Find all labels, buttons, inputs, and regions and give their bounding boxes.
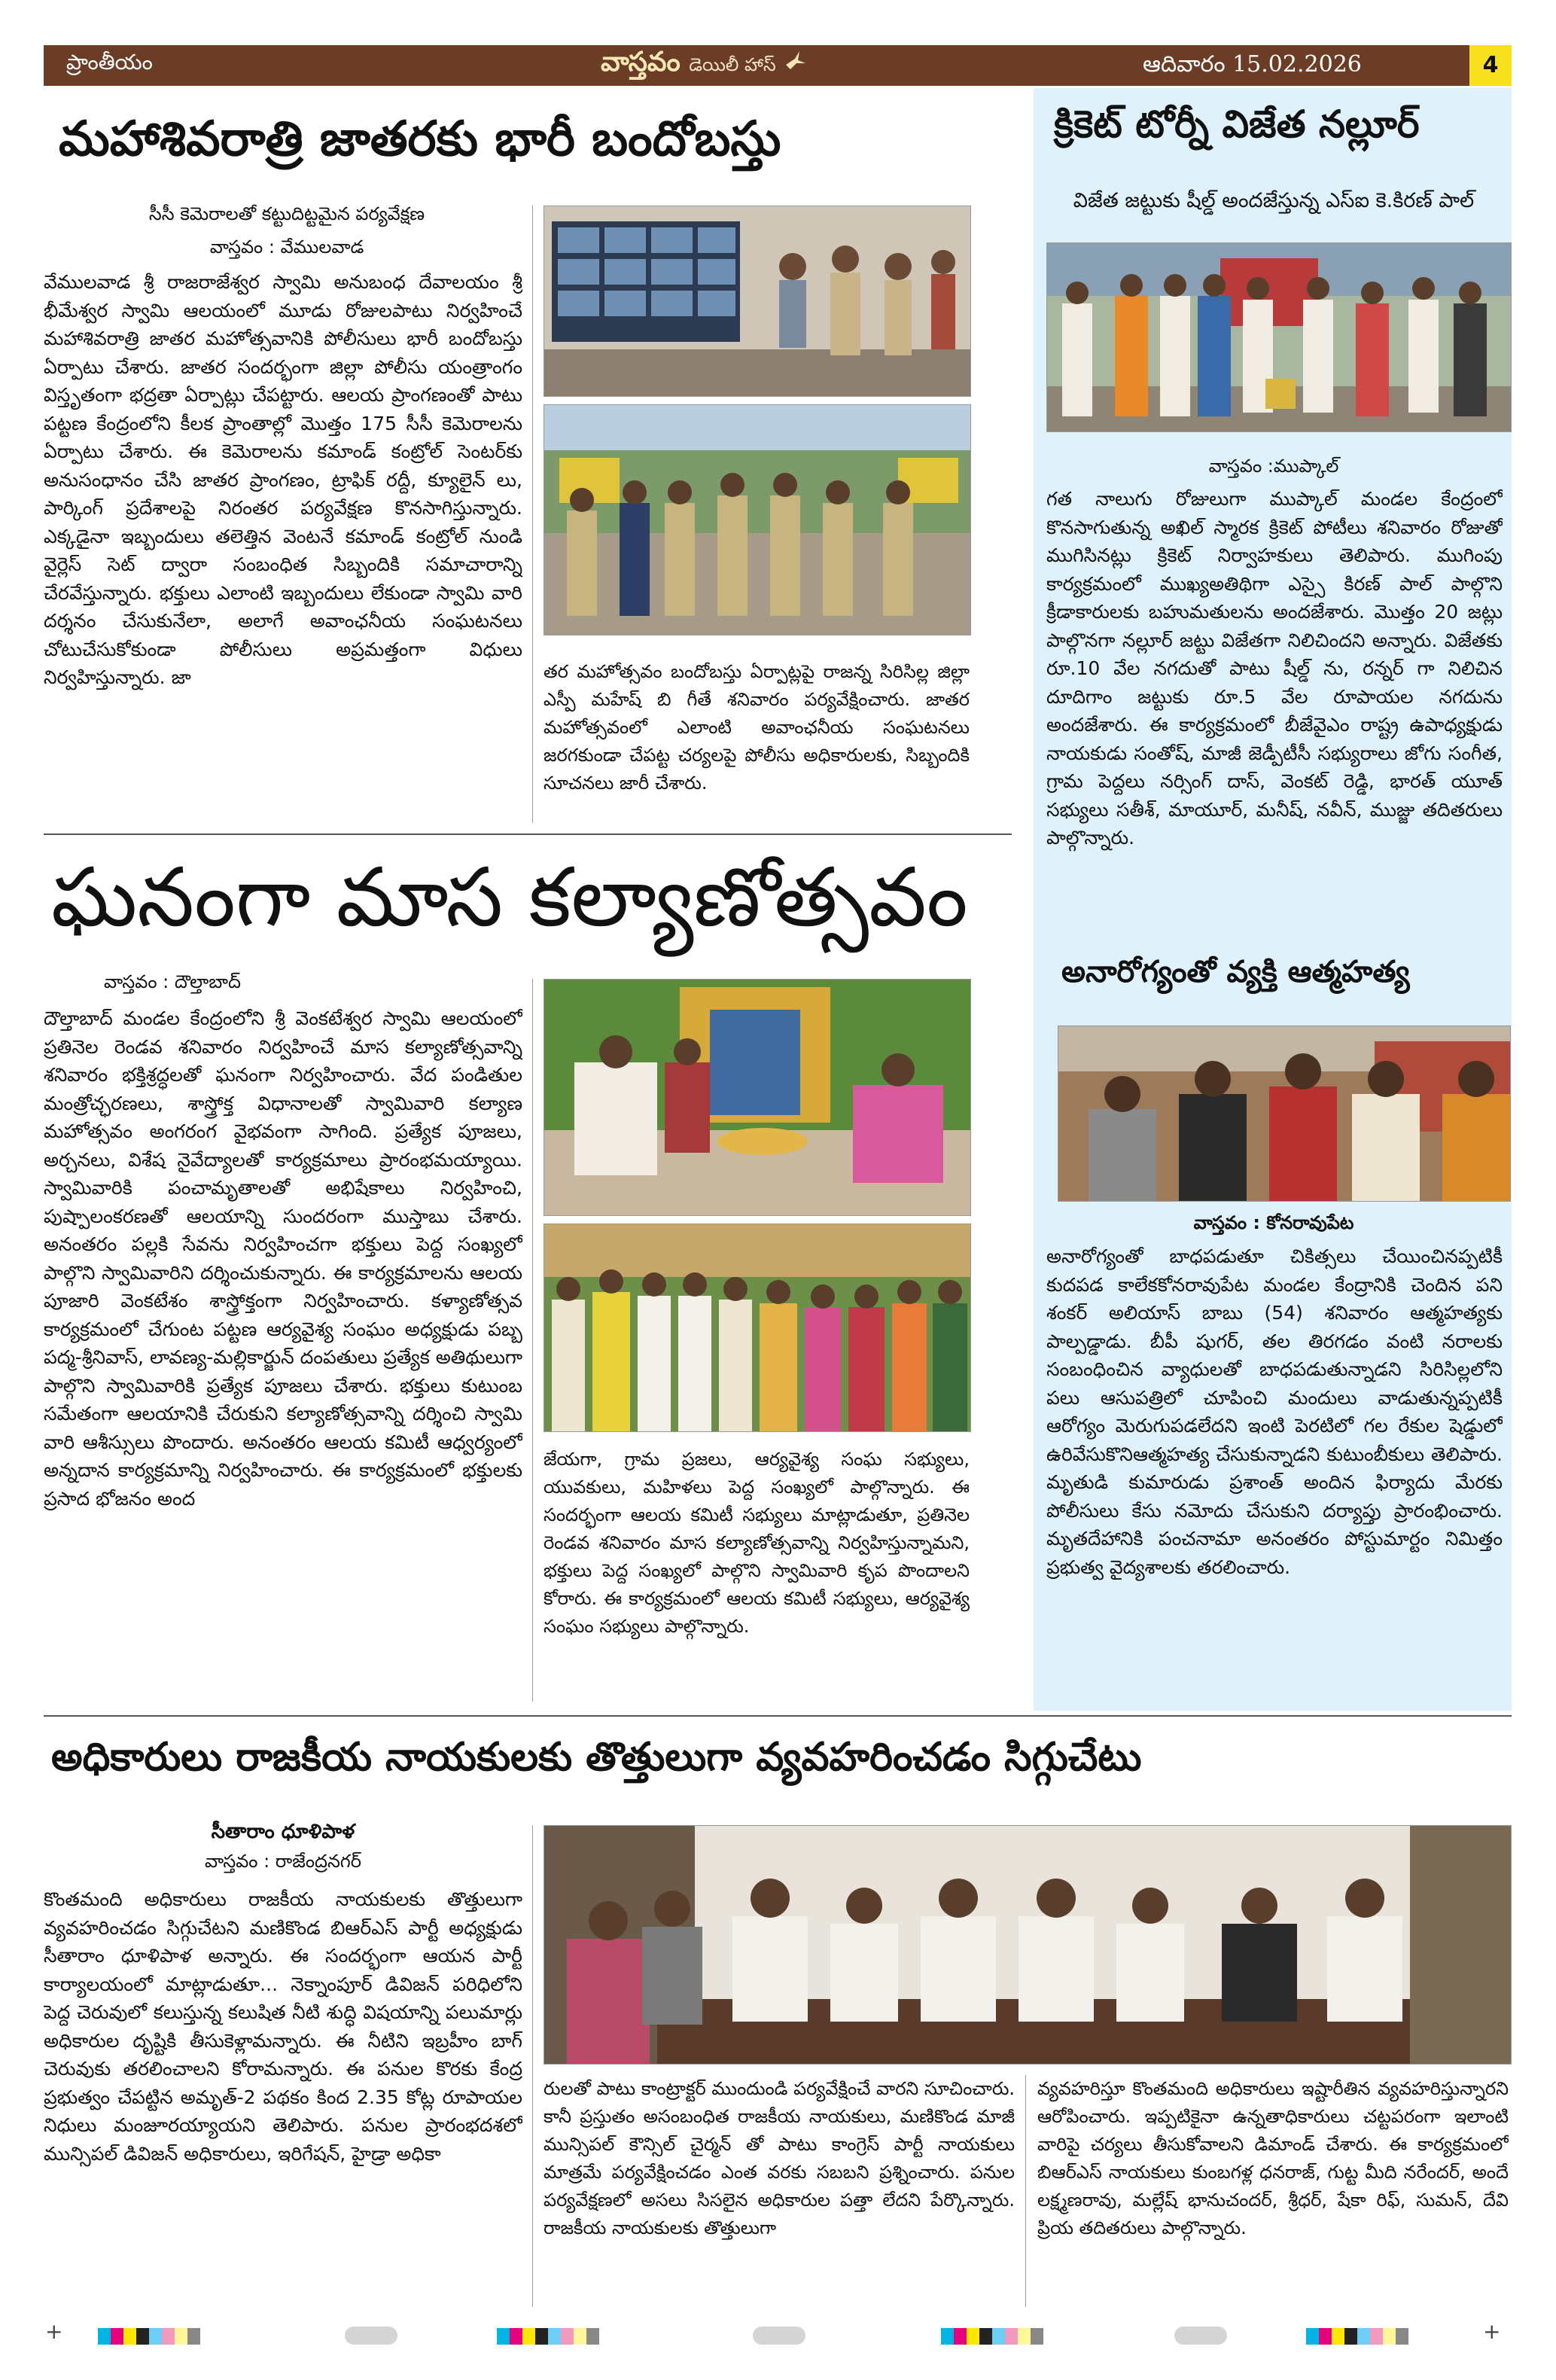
story4-dateline: వాస్తవం : కోనరావుపేట xyxy=(1193,1212,1354,1233)
story4-headline: అనారోగ్యంతో వ్యక్తి ఆత్మహత్య xyxy=(1061,955,1410,989)
color-patch xyxy=(345,2327,397,2345)
story2-column-divider xyxy=(532,979,533,1702)
story2-photo-kalyanam xyxy=(544,979,971,1216)
paper-edition: డెయిలీ హాస్ xyxy=(689,54,776,75)
page-number: 4 xyxy=(1469,45,1512,86)
color-patch xyxy=(1174,2327,1227,2345)
issue-date: ఆదివారం 15.02.2026 xyxy=(1143,51,1362,78)
paper-logo xyxy=(601,47,807,84)
story2-dateline: వాస్తవం : దౌల్తాబాద్ xyxy=(104,971,241,992)
bottom-story-divider xyxy=(44,1715,1512,1717)
story3-dateline: వాస్తవం :ముప్కాల్ xyxy=(1208,456,1339,477)
paper-name: వాస్తవం xyxy=(601,47,681,78)
story-divider xyxy=(44,833,1012,835)
story4-photo-police-inquiry xyxy=(1058,1025,1511,1202)
story1-photo-police-inspection xyxy=(544,404,971,635)
story5-column-divider-2 xyxy=(1025,2075,1026,2307)
story1-subhead: సీసీ కెమెరాలతో కట్టుదిట్టమైన పర్యవేక్షణ xyxy=(148,203,425,224)
color-bar-1 xyxy=(98,2328,200,2348)
story3-caption: విజేత జట్టుకు షీల్డ్ అందజేస్తున్న ఎస్ఐ కె.కిరణ్ పాల్ xyxy=(1073,189,1475,212)
story5-body-mid: రులతో పాటు కాంట్రాక్టర్ ముందుండి పర్యవేక్షించే వారని సూచించారు. కానీ ప్రస్తుతం అసంబంధిత రాజకీయ నాయకులు, మణికొండ మాజీ మున్సిపల్ కౌన్సిల్ చైర్మన్ తో పాటు కాంగ్రెస్ పార్టీ నాయకులు మాత్రమే పర్యవేక్షించడం ఎంత వరకు సబబని ప్రశ్నించారు. పనుల పర్యవేక్షణలో అసలు సిసలైన అధికారుల పత్తా లేదని పేర్కొన్నారు. రాజకీయ నాయకులకు తొత్తులుగా xyxy=(544,2078,1015,2238)
story3-body: గత నాలుగు రోజులుగా ముప్కాల్ మండల కేంద్రంలో కొనసాగుతున్న అఖిల్ స్మారక క్రికెట్ పోటీలు శనివారం రోజుతో ముగిసినట్లు క్రికెట్ నిర్వాహకులు తెలిపారు. ముగింపు కార్యక్రమంలో ముఖ్యఅతిథిగా ఎస్సై కిరణ్ పాల్ పాల్గొని క్రీడాకారులకు బహుమతులను అందజేశారు. మొత్తం 20 జట్లు పాల్గొనగా నల్లూర్ జట్టు విజేతగా నిలిచిందని అన్నారు. విజేతకు రూ.10 వేల నగదుతో పాటు షీల్డ్ ను, రన్నర్ గా నిలిచిన దూదిగాం జట్టుకు రూ.5 వేల రూపాయల నగదును అందజేశారు. ఈ కార్యక్రమంలో బీజేవైఎం రాష్ట్ర ఉపాధ్యక్షుడు నాయకుడు సంతోష్, మాజీ జెడ్పీటీసీ సభ్యురాలు జోగు సంగీత, గ్రామ పెద్దలు నర్సింగ్ దాస్, వెంకట్ రెడ్డి, భారత్ యూత్ సభ్యులు సతీశ్, మాయూర్, మనీష్, నవీన్, ముజ్జు తదితరులు పాల్గొన్నారు. xyxy=(1046,488,1503,849)
story5-headline: అధికారులు రాజకీయ నాయకులకు తొత్తులుగా వ్యవహరించడం సిగ్గుచేటు xyxy=(51,1735,1142,1780)
story3-headline: క్రికెట్ టోర్నీ విజేత నల్లూర్ xyxy=(1054,102,1420,146)
story5-dateline: వాస్తవం : రాజేంద్రనగర్ xyxy=(204,1851,362,1872)
story1-body-left: వేములవాడ శ్రీ రాజరాజేశ్వర స్వామి అనుబంధ దేవాలయం శ్రీ భీమేశ్వర స్వామి ఆలయంలో మూడు రోజులపాటు నిర్వహించే మహాశివరాత్రి జాతర మహోత్సవానికి పోలీసులు భారీ బందోబస్తు ఏర్పాటు చేశారు. జాతర సందర్భంగా జిల్లా పోలీసు యంత్రాంగం విస్తృతంగా భద్రతా ఏర్పాట్లు చేపట్టారు. ఆలయ ప్రాంగణంతో పాటు పట్టణ కేంద్రంలోని కీలక ప్రాంతాల్లో మొత్తం 175 సీసీ కెమెరాలను ఏర్పాటు చేశారు. ఈ కెమెరాలను కమాండ్ కంట్రోల్ సెంటర్‌కు అనుసంధానం చేసి జాతర ప్రాంగణం, ట్రాఫిక్ రద్దీ, క్యూలైన్ లు, పార్కింగ్ ప్రదేశాలపై నిరంతర పర్యవేక్షణ కొనసాగిస్తున్నారు. ఎక్కడైనా ఇబ్బందులు తలెత్తిన వెంటనే కమాండ్ కంట్రోల్ నుండి వైర్లెస్ సెట్ ద్వారా సంబంధిత సిబ్బందికి సమాచారాన్ని చేరవేస్తున్నారు. భక్తులు ఎలాంటి ఇబ్బందులు లేకుండా స్వామి వారి దర్శనం చేసుకునేలా, అలాగే అవాంఛనీయ సంఘటనలు చోటుచేసుకోకుండా పోలీసులు అప్రమత్తంగా విధులు నిర్వహిస్తున్నారు. జా xyxy=(44,271,522,688)
registration-cross-icon: + xyxy=(1483,2319,1501,2344)
story5-body-left: కొంతమంది అధికారులు రాజకీయ నాయకులకు తొత్తులుగా వ్యవహరించడం సిగ్గుచేటని మణికొండ బిఆర్ఎస్ పార్టీ అధ్యక్షుడు సీతారాం ధూళిపాళ అన్నారు. ఈ సందర్భంగా ఆయన పార్టీ కార్యాలయంలో మాట్లాడుతూ... నెక్నాంపూర్ డివిజన్ పరిధిలోని పెద్ద చెరువులో కలుస్తున్న కలుషిత నీటి శుద్ధి విషయాన్ని పలుమార్లు అధికారుల దృష్టికి తీసుకెళ్లామన్నారు. ఈ నీటిని ఇబ్రహీం బాగ్ చెరువుకు తరలించాలని కోరామన్నారు. ఈ పనుల కొరకు కేంద్ర ప్రభుత్వం చేపట్టిన అమృత్-2 పథకం కింద 2.35 కోట్ల రూపాయల నిధులు మంజూరయ్యాయని తెలిపారు. పనుల ప్రారంభదశలో మున్సిపల్ డివిజన్ అధికారులు, ఇరిగేషన్, హైడ్రా అధికా xyxy=(44,1888,522,2165)
story5-photo-press-meet xyxy=(544,1825,1512,2065)
story2-body-right: జేయగా, గ్రామ ప్రజలు, ఆర్యవైశ్య సంఘ సభ్యులు, యువకులు, మహిళలు పెద్ద సంఖ్యలో పాల్గొన్నారు. ఈ సందర్భంగా ఆలయ కమిటీ సభ్యులు మాట్లాడుతూ, ప్రతినెల రెండవ శనివారం మాస కల్యాణోత్సవాన్ని నిర్వహిస్తున్నామని, భక్తులు పెద్ద సంఖ్యలో పాల్గొని స్వామివారి కృప పొందాలని కోరారు. ఈ కార్యక్రమంలో ఆలయ కమిటీ సభ్యులు, ఆర్యవైశ్య సంఘం సభ్యులు పాల్గొన్నారు. xyxy=(544,1449,970,1637)
story4-body: అనారోగ్యంతో బాధపడుతూ చికిత్సలు చేయించినప్పటికీ కుదపడ కాలేకకోనరావుపేట మండల కేంద్రానికి చెందిన పని శంకర్ అలియాస్ బాబు (54) శనివారం ఆత్మహత్యకు పాల్పడ్డాడు. బీపీ షుగర్, తల తిరగడం వంటి నరాలకు సంబంధించిన వ్యాధులతో బాధపడుతున్నాడని సిరిసిల్లలోని పలు ఆసుపత్రిలో చూపించి మందులు వాడుతున్నప్పటికీ ఆరోగ్యం మెరుగుపడలేదని ఇంటి పెరటిలో గల రేకుల షెడ్డులో ఉరివేసుకొనిఆత్మహత్య చేసుకున్నాడని కుటుంబీకులు తెలిపారు. మృతుడి కుమారుడు ప్రశాంత్ అందిన ఫిర్యాదు మేరకు పోలీసులు కేసు నమోదు చేసుకుని దర్యాప్తు ప్రారంభించారు. మృతదేహానికి పంచనామా అనంతరం పోస్టుమార్టం నిమిత్తం ప్రభుత్వ వైద్యశాలకు తరలించారు. xyxy=(1046,1245,1503,1578)
color-bar-2 xyxy=(497,2328,599,2348)
story5-body-right: వ్యవహరిస్తూ కొంతమంది అధికారులు ఇష్టారీతిన వ్యవహరిస్తున్నారని ఆరోపించారు. ఇప్పటికైనా ఉన్నతాధికారులు చట్టపరంగా ఇలాంటి వారిపై చర్యలు తీసుకోవాలని డిమాండ్ చేశారు. ఈ కార్యక్రమంలో బిఆర్ఎస్ నాయకులు కుంబగళ్ల ధనరాజ్, గుట్ట మీది నరేందర్, అందే లక్ష్మణరావు, మల్లేష్ భానుచందర్, శ్రీధర్, షేకా రిఫ్, సుమన్, దేవి ప్రియ తదితరులు పాల్గొన్నారు. xyxy=(1037,2078,1509,2238)
color-bar-3 xyxy=(941,2328,1043,2348)
story1-photo-control-room xyxy=(544,206,971,397)
story2-body-left: దౌల్తాబాద్ మండల కేంద్రంలోని శ్రీ వెంకటేశ్వర స్వామి ఆలయంలో ప్రతినెల రెండవ శనివారం నిర్వహించే మాస కల్యాణోత్సవాన్ని శనివారం భక్తిశ్రద్ధలతో ఘనంగా నిర్వహించారు. వేద పండితుల మంత్రోచ్ఛరణలు, శాస్త్రోక్త విధానాలతో స్వామివారి కల్యాణ మహోత్సవం అంగరంగ వైభవంగా సాగింది. ప్రత్యేక పూజలు, అర్చనలు, విశేష నైవేద్యాలతో కార్యక్రమాలు ప్రారంభమయ్యాయి. స్వామివారికి పంచామృతాలతో అభిషేకాలు నిర్వహించి, పుష్పాలంకరణతో ఆలయాన్ని సుందరంగా ముస్తాబు చేశారు. అనంతరం పల్లకి సేవను నిర్వహించగా భక్తులు పెద్ద సంఖ్యలో పాల్గొని స్వామివారిని దర్శించుకున్నారు. ఈ కార్యక్రమాలను ఆలయ పూజారి వెంకటేశం శాస్త్రోక్తంగా నిర్వహించారు. కళ్యాణోత్సవ కార్యక్రమంలో చేగుంట పట్టణ ఆర్యవైశ్య సంఘం అధ్యక్షుడు పబ్బ పద్మ-శ్రీనివాస్, లావణ్య-మల్లికార్జున్ దంపతులు ప్రత్యేక అతిథులుగా పాల్గొని స్వామివారికి ప్రత్యేక పూజలు చేశారు. భక్తులు కుటుంబ సమేతంగా ఆలయానికి చేరుకుని కల్యాణోత్సవాన్ని దర్శించి స్వామి వారి ఆశీస్సులు పొందారు. అనంతరం ఆలయ కమిటీ ఆధ్వర్యంలో అన్నదాన కార్యక్రమాన్ని నిర్వహించారు. ఈ కార్యక్రమంలో భక్తులకు ప్రసాద భోజనం అంద xyxy=(44,1007,522,1510)
story3-photo-cricket-team xyxy=(1046,242,1512,432)
story1-headline: మహాశివరాత్రి జాతరకు భారీ బందోబస్తు xyxy=(59,111,781,167)
story5-byline: సీతారాం ధూళిపాళ xyxy=(211,1821,355,1843)
bird-logo-icon xyxy=(784,48,807,71)
story2-headline: ఘనంగా మాస కల్యాణోత్సవం xyxy=(51,851,968,945)
registration-cross-icon: + xyxy=(45,2319,63,2344)
story1-dateline: వాస్తవం : వేములవాడ xyxy=(209,236,364,258)
color-bar-4 xyxy=(1306,2328,1408,2348)
story2-photo-devotees xyxy=(544,1224,971,1432)
section-label: ప్రాంతీయం xyxy=(66,50,153,75)
story1-column-divider xyxy=(532,206,533,823)
color-patch xyxy=(753,2327,805,2345)
story1-body-right: తర మహోత్సవం బందోబస్తు ఏర్పాట్లపై రాజన్న సిరిసిల్ల జిల్లా ఎస్పీ మహేష్ బి గీతే శనివారం పర్యవేక్షించారు. జాతర మహోత్సవంలో ఎలాంటి అవాంఛనీయ సంఘటనలు జరగకుండా చేపట్ట చర్యలపై పోలీసు అధికారులకు, సిబ్బందికి సూచనలు జారీ చేశారు. xyxy=(544,661,970,794)
story5-column-divider-1 xyxy=(532,1825,533,2307)
masthead-bar xyxy=(44,45,1512,86)
